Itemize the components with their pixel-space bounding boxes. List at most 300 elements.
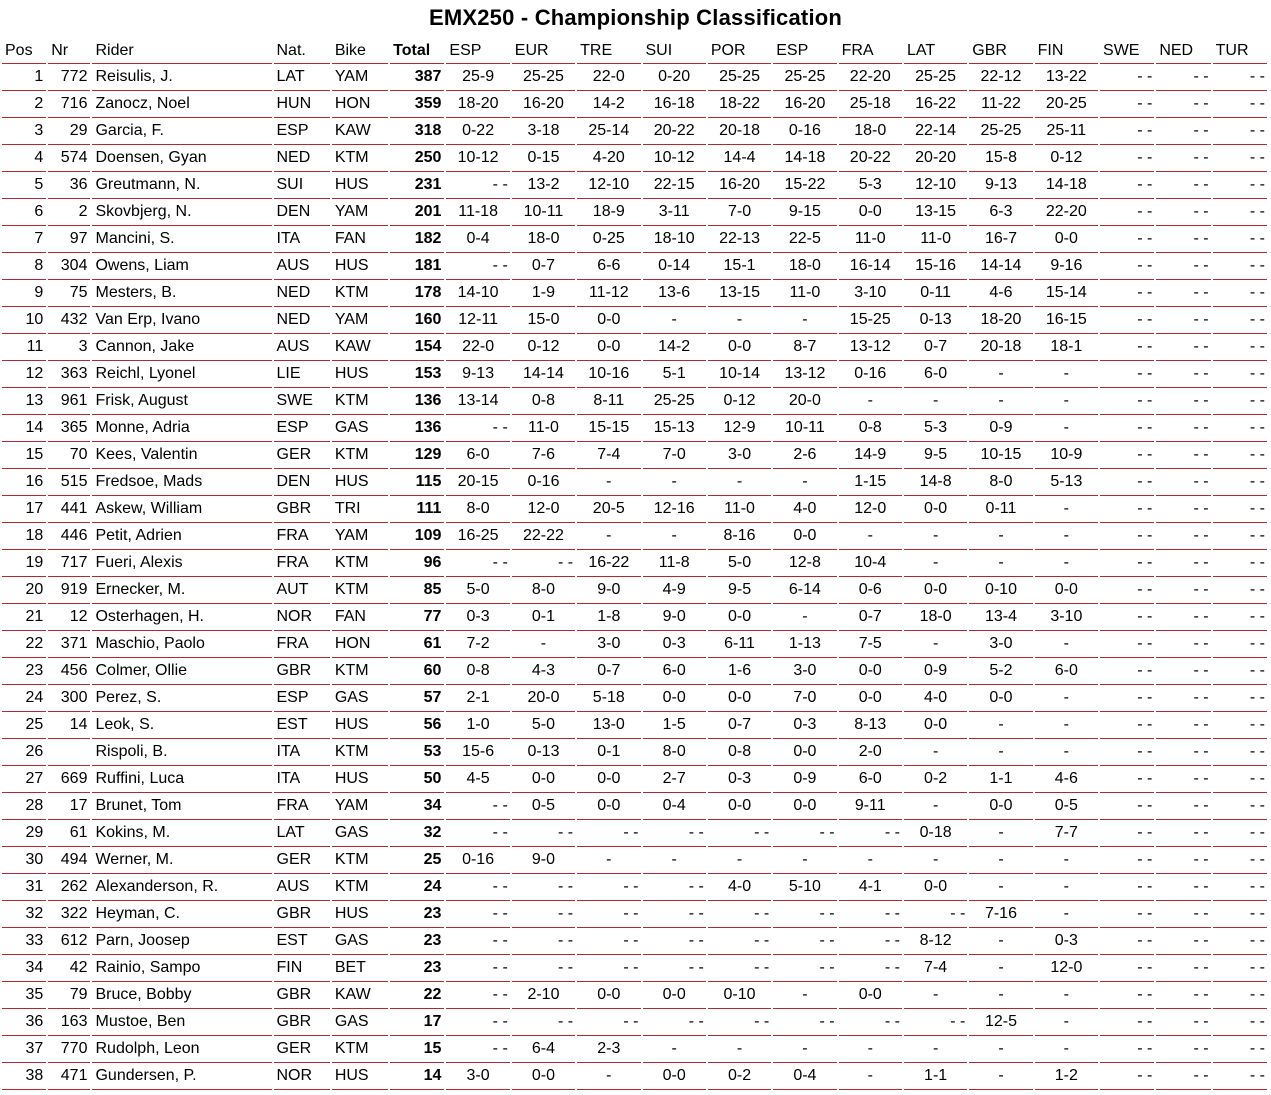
table-row xyxy=(2,415,1267,442)
cell-nr: 29 xyxy=(48,118,90,145)
cell-round-sui: 1-5 xyxy=(643,712,706,739)
cell-rider: Rainio, Sampo xyxy=(92,955,271,982)
cell-round-tre: 7-4 xyxy=(577,442,640,469)
cell-nr: 304 xyxy=(48,253,90,280)
cell-total: 23 xyxy=(390,928,444,955)
cell-round-swe: - - xyxy=(1100,604,1154,631)
cell-rider: Maschio, Paolo xyxy=(92,631,271,658)
cell-round-sui: 0-20 xyxy=(643,64,706,91)
cell-round-eur: 15-0 xyxy=(512,307,575,334)
cell-round-eur: 0-0 xyxy=(512,1063,575,1090)
cell-round-por: 15-1 xyxy=(708,253,771,280)
cell-round-lat: 1-1 xyxy=(904,1063,967,1090)
table-row xyxy=(2,928,1267,955)
table-row xyxy=(2,388,1267,415)
cell-round-esp: 0-16 xyxy=(446,847,509,874)
cell-rider: Rispoli, B. xyxy=(92,739,271,766)
cell-round-tre: 20-5 xyxy=(577,496,640,523)
cell-nr: 961 xyxy=(48,388,90,415)
cell-round-esp: 25-9 xyxy=(446,64,509,91)
cell-round-lat: 6-0 xyxy=(904,361,967,388)
cell-round-esp: 16-25 xyxy=(446,523,509,550)
cell-round-ned: - - xyxy=(1156,388,1210,415)
cell-round-eur: 6-4 xyxy=(512,1036,575,1063)
cell-round-fra: - xyxy=(839,1063,902,1090)
cell-round-ned: - - xyxy=(1156,874,1210,901)
cell-nr: 12 xyxy=(48,604,90,631)
cell-round-gbr: - xyxy=(969,874,1032,901)
cell-round-gbr: 0-10 xyxy=(969,577,1032,604)
cell-round-ned: - - xyxy=(1156,901,1210,928)
cell-round-tre: 10-16 xyxy=(577,361,640,388)
cell-nr: 36 xyxy=(48,172,90,199)
cell-rider: Zanocz, Noel xyxy=(92,91,271,118)
cell-nr: 3 xyxy=(48,334,90,361)
cell-total: 109 xyxy=(390,523,444,550)
cell-round-eur: - - xyxy=(512,901,575,928)
cell-round-esp-2: 16-20 xyxy=(773,91,836,118)
cell-round-tre: 0-0 xyxy=(577,793,640,820)
cell-round-tur: - - xyxy=(1213,1009,1267,1036)
cell-round-esp-2: 7-0 xyxy=(773,685,836,712)
cell-round-tur: - - xyxy=(1213,712,1267,739)
cell-round-sui: 3-11 xyxy=(643,199,706,226)
cell-nat: NED xyxy=(274,145,330,172)
cell-round-tre: - xyxy=(577,1063,640,1090)
cell-round-esp-2: 1-13 xyxy=(773,631,836,658)
cell-round-esp-2: 22-5 xyxy=(773,226,836,253)
cell-bike: HUS xyxy=(332,253,388,280)
cell-round-gbr: - xyxy=(969,550,1032,577)
cell-round-fin: - xyxy=(1035,523,1098,550)
cell-round-eur: 9-0 xyxy=(512,847,575,874)
cell-round-eur: 0-0 xyxy=(512,766,575,793)
cell-round-fra: 22-20 xyxy=(839,64,902,91)
cell-total: 61 xyxy=(390,631,444,658)
header-round-fin: FIN xyxy=(1035,38,1098,64)
cell-round-sui: - - xyxy=(643,1009,706,1036)
cell-round-tur: - - xyxy=(1213,307,1267,334)
cell-round-ned: - - xyxy=(1156,1009,1210,1036)
cell-rider: Garcia, F. xyxy=(92,118,271,145)
cell-round-fin: 3-10 xyxy=(1035,604,1098,631)
cell-round-esp-2: 0-3 xyxy=(773,712,836,739)
cell-round-ned: - - xyxy=(1156,91,1210,118)
cell-round-fra: 0-8 xyxy=(839,415,902,442)
cell-round-fin: - xyxy=(1035,847,1098,874)
cell-round-lat: 4-0 xyxy=(904,685,967,712)
table-row xyxy=(2,874,1267,901)
cell-round-swe: - - xyxy=(1100,928,1154,955)
cell-round-ned: - - xyxy=(1156,793,1210,820)
cell-round-tre: 9-0 xyxy=(577,577,640,604)
cell-round-gbr: 20-18 xyxy=(969,334,1032,361)
cell-round-esp-2: - xyxy=(773,469,836,496)
cell-round-sui: 9-0 xyxy=(643,604,706,631)
cell-round-fra: - xyxy=(839,388,902,415)
cell-round-tre: - - xyxy=(577,820,640,847)
cell-round-fin: 5-13 xyxy=(1035,469,1098,496)
cell-round-esp: - - xyxy=(446,793,509,820)
cell-round-sui: - xyxy=(643,847,706,874)
cell-total: 96 xyxy=(390,550,444,577)
cell-round-fin: - xyxy=(1035,550,1098,577)
cell-round-tre: 0-0 xyxy=(577,766,640,793)
cell-nat: LAT xyxy=(274,820,330,847)
cell-round-fin: - xyxy=(1035,874,1098,901)
cell-round-por: - xyxy=(708,847,771,874)
cell-round-lat: 0-11 xyxy=(904,280,967,307)
cell-round-fra: 4-1 xyxy=(839,874,902,901)
cell-round-gbr: - xyxy=(969,361,1032,388)
cell-round-swe: - - xyxy=(1100,631,1154,658)
cell-rider: Reichl, Lyonel xyxy=(92,361,271,388)
cell-round-eur: 0-13 xyxy=(512,739,575,766)
cell-bike: KTM xyxy=(332,658,388,685)
cell-round-sui: 0-3 xyxy=(643,631,706,658)
cell-round-ned: - - xyxy=(1156,415,1210,442)
cell-nr: 42 xyxy=(48,955,90,982)
cell-nat: ITA xyxy=(274,739,330,766)
cell-round-ned: - - xyxy=(1156,442,1210,469)
cell-round-eur: 0-5 xyxy=(512,793,575,820)
cell-total: 23 xyxy=(390,901,444,928)
cell-round-fin: - xyxy=(1035,361,1098,388)
cell-round-esp: 4-5 xyxy=(446,766,509,793)
table-row xyxy=(2,118,1267,145)
cell-round-esp: 20-15 xyxy=(446,469,509,496)
cell-round-tur: - - xyxy=(1213,496,1267,523)
cell-pos: 1 xyxy=(2,64,46,91)
cell-round-tur: - - xyxy=(1213,172,1267,199)
cell-round-fin: - xyxy=(1035,496,1098,523)
cell-round-tur: - - xyxy=(1213,91,1267,118)
cell-round-tre: 0-25 xyxy=(577,226,640,253)
cell-round-gbr: 25-25 xyxy=(969,118,1032,145)
cell-rider: Perez, S. xyxy=(92,685,271,712)
cell-bike: KTM xyxy=(332,145,388,172)
cell-round-fra: - - xyxy=(839,901,902,928)
cell-nat: AUT xyxy=(274,577,330,604)
cell-round-fin: 7-7 xyxy=(1035,820,1098,847)
cell-round-ned: - - xyxy=(1156,631,1210,658)
cell-round-tre: 0-0 xyxy=(577,982,640,1009)
cell-round-fin: - xyxy=(1035,739,1098,766)
cell-round-esp-2: 0-0 xyxy=(773,523,836,550)
cell-round-sui: 20-22 xyxy=(643,118,706,145)
cell-bike: YAM xyxy=(332,199,388,226)
cell-nr: 471 xyxy=(48,1063,90,1090)
cell-round-eur: 5-0 xyxy=(512,712,575,739)
cell-round-swe: - - xyxy=(1100,820,1154,847)
cell-round-eur: 25-25 xyxy=(512,64,575,91)
cell-round-esp-2: 0-0 xyxy=(773,739,836,766)
cell-nat: AUS xyxy=(274,253,330,280)
cell-round-eur: - - xyxy=(512,955,575,982)
cell-round-sui: 15-13 xyxy=(643,415,706,442)
table-row xyxy=(2,793,1267,820)
cell-round-por: 20-18 xyxy=(708,118,771,145)
cell-round-fin: 9-16 xyxy=(1035,253,1098,280)
cell-round-fra: 0-16 xyxy=(839,361,902,388)
cell-nr: 716 xyxy=(48,91,90,118)
cell-round-tur: - - xyxy=(1213,955,1267,982)
cell-rider: Askew, William xyxy=(92,496,271,523)
cell-round-fin: 15-14 xyxy=(1035,280,1098,307)
cell-round-ned: - - xyxy=(1156,118,1210,145)
header-nat: Nat. xyxy=(274,38,330,64)
cell-round-ned: - - xyxy=(1156,496,1210,523)
cell-round-tre: 0-0 xyxy=(577,307,640,334)
cell-round-gbr: 6-3 xyxy=(969,199,1032,226)
cell-pos: 24 xyxy=(2,685,46,712)
cell-round-swe: - - xyxy=(1100,91,1154,118)
cell-total: 34 xyxy=(390,793,444,820)
cell-round-esp-2: - - xyxy=(773,955,836,982)
header-round-swe: SWE xyxy=(1100,38,1154,64)
cell-round-sui: 12-16 xyxy=(643,496,706,523)
cell-total: 182 xyxy=(390,226,444,253)
cell-round-gbr: 0-11 xyxy=(969,496,1032,523)
cell-round-tur: - - xyxy=(1213,631,1267,658)
header-row xyxy=(2,38,1267,64)
cell-round-esp-2: 5-10 xyxy=(773,874,836,901)
cell-round-tre: 18-9 xyxy=(577,199,640,226)
cell-round-por: 3-0 xyxy=(708,442,771,469)
cell-round-esp: - - xyxy=(446,928,509,955)
table-row xyxy=(2,469,1267,496)
cell-round-gbr: 12-5 xyxy=(969,1009,1032,1036)
cell-nat: FIN xyxy=(274,955,330,982)
cell-round-tur: - - xyxy=(1213,928,1267,955)
cell-round-esp: 12-11 xyxy=(446,307,509,334)
cell-round-lat: - xyxy=(904,847,967,874)
cell-nr: 262 xyxy=(48,874,90,901)
table-row xyxy=(2,253,1267,280)
cell-round-lat: - xyxy=(904,388,967,415)
cell-round-fin: - xyxy=(1035,415,1098,442)
cell-round-fra: - - xyxy=(839,928,902,955)
header-round-fra: FRA xyxy=(839,38,902,64)
cell-round-sui: 18-10 xyxy=(643,226,706,253)
cell-round-esp-2: - - xyxy=(773,820,836,847)
cell-total: 160 xyxy=(390,307,444,334)
cell-round-lat: 14-8 xyxy=(904,469,967,496)
cell-round-esp: - - xyxy=(446,820,509,847)
cell-bike: HUS xyxy=(332,712,388,739)
cell-round-fra: 6-0 xyxy=(839,766,902,793)
cell-nat: FRA xyxy=(274,793,330,820)
cell-pos: 2 xyxy=(2,91,46,118)
cell-round-tre: 25-14 xyxy=(577,118,640,145)
cell-round-lat: 0-18 xyxy=(904,820,967,847)
cell-round-gbr: 0-0 xyxy=(969,793,1032,820)
cell-round-fra: 13-12 xyxy=(839,334,902,361)
cell-bike: KTM xyxy=(332,874,388,901)
cell-bike: KTM xyxy=(332,1036,388,1063)
cell-round-lat: 5-3 xyxy=(904,415,967,442)
cell-round-esp-2: 12-8 xyxy=(773,550,836,577)
cell-bike: HON xyxy=(332,631,388,658)
cell-round-lat: - - xyxy=(904,901,967,928)
cell-nat: GBR xyxy=(274,901,330,928)
cell-nat: FRA xyxy=(274,523,330,550)
cell-round-fra: 25-18 xyxy=(839,91,902,118)
cell-nr: 919 xyxy=(48,577,90,604)
cell-nat: HUN xyxy=(274,91,330,118)
cell-round-por: 0-8 xyxy=(708,739,771,766)
cell-round-swe: - - xyxy=(1100,955,1154,982)
cell-round-gbr: - xyxy=(969,712,1032,739)
cell-pos: 26 xyxy=(2,739,46,766)
cell-round-esp-2: 0-4 xyxy=(773,1063,836,1090)
cell-round-ned: - - xyxy=(1156,577,1210,604)
cell-round-sui: 22-15 xyxy=(643,172,706,199)
cell-round-sui: 16-18 xyxy=(643,91,706,118)
cell-round-fra: 8-13 xyxy=(839,712,902,739)
cell-round-fin: 20-25 xyxy=(1035,91,1098,118)
cell-round-ned: - - xyxy=(1156,145,1210,172)
cell-round-sui: - - xyxy=(643,874,706,901)
cell-round-sui: 11-8 xyxy=(643,550,706,577)
cell-rider: Alexanderson, R. xyxy=(92,874,271,901)
cell-round-swe: - - xyxy=(1100,388,1154,415)
cell-round-swe: - - xyxy=(1100,1063,1154,1090)
cell-round-tur: - - xyxy=(1213,874,1267,901)
cell-round-tre: - xyxy=(577,847,640,874)
header-round-lat: LAT xyxy=(904,38,967,64)
cell-round-lat: 9-5 xyxy=(904,442,967,469)
cell-round-swe: - - xyxy=(1100,496,1154,523)
cell-round-esp: 11-18 xyxy=(446,199,509,226)
cell-round-fra: 2-0 xyxy=(839,739,902,766)
cell-round-eur: 0-15 xyxy=(512,145,575,172)
header-round-esp: ESP xyxy=(446,38,509,64)
cell-round-por: - - xyxy=(708,955,771,982)
cell-round-tur: - - xyxy=(1213,766,1267,793)
cell-rider: Mustoe, Ben xyxy=(92,1009,271,1036)
cell-round-tur: - - xyxy=(1213,982,1267,1009)
cell-round-por: 11-0 xyxy=(708,496,771,523)
cell-nr: 70 xyxy=(48,442,90,469)
cell-round-lat: 18-0 xyxy=(904,604,967,631)
cell-round-tur: - - xyxy=(1213,145,1267,172)
cell-round-eur: 18-0 xyxy=(512,226,575,253)
cell-rider: Mesters, B. xyxy=(92,280,271,307)
table-row xyxy=(2,523,1267,550)
cell-nat: GER xyxy=(274,1036,330,1063)
cell-round-fin: 13-22 xyxy=(1035,64,1098,91)
cell-round-tur: - - xyxy=(1213,1063,1267,1090)
cell-nr: 61 xyxy=(48,820,90,847)
cell-round-tre: 4-20 xyxy=(577,145,640,172)
table-row xyxy=(2,280,1267,307)
cell-round-esp: 2-1 xyxy=(446,685,509,712)
cell-round-eur: 8-0 xyxy=(512,577,575,604)
cell-round-lat: - xyxy=(904,1036,967,1063)
cell-bike: KTM xyxy=(332,550,388,577)
cell-round-esp: 14-10 xyxy=(446,280,509,307)
cell-round-sui: - xyxy=(643,523,706,550)
cell-pos: 6 xyxy=(2,199,46,226)
cell-round-ned: - - xyxy=(1156,928,1210,955)
cell-round-swe: - - xyxy=(1100,307,1154,334)
cell-round-fin: 22-20 xyxy=(1035,199,1098,226)
cell-bike: YAM xyxy=(332,307,388,334)
table-row xyxy=(2,442,1267,469)
cell-round-tur: - - xyxy=(1213,577,1267,604)
header-round-gbr: GBR xyxy=(969,38,1032,64)
cell-round-ned: - - xyxy=(1156,172,1210,199)
header-nr: Nr xyxy=(48,38,90,64)
cell-total: 60 xyxy=(390,658,444,685)
cell-nat: ITA xyxy=(274,226,330,253)
cell-round-lat: 12-10 xyxy=(904,172,967,199)
cell-round-lat: 0-0 xyxy=(904,712,967,739)
cell-bike: TRI xyxy=(332,496,388,523)
cell-round-tre: - xyxy=(577,523,640,550)
cell-round-lat: 25-25 xyxy=(904,64,967,91)
cell-rider: Greutmann, N. xyxy=(92,172,271,199)
cell-rider: Rudolph, Leon xyxy=(92,1036,271,1063)
cell-round-fin: - xyxy=(1035,982,1098,1009)
table-row xyxy=(2,631,1267,658)
cell-round-por: 10-14 xyxy=(708,361,771,388)
cell-round-sui: 4-9 xyxy=(643,577,706,604)
cell-pos: 5 xyxy=(2,172,46,199)
cell-round-esp-2: - xyxy=(773,307,836,334)
cell-pos: 15 xyxy=(2,442,46,469)
cell-rider: Werner, M. xyxy=(92,847,271,874)
cell-round-fra: 0-0 xyxy=(839,982,902,1009)
cell-round-fin: - xyxy=(1035,901,1098,928)
cell-round-esp: - - xyxy=(446,550,509,577)
cell-round-esp: - - xyxy=(446,901,509,928)
cell-round-fra: 14-9 xyxy=(839,442,902,469)
cell-bike: KAW xyxy=(332,982,388,1009)
cell-round-esp-2: 2-6 xyxy=(773,442,836,469)
cell-pos: 16 xyxy=(2,469,46,496)
cell-round-esp: - - xyxy=(446,955,509,982)
cell-round-sui: 8-0 xyxy=(643,739,706,766)
cell-round-lat: 0-7 xyxy=(904,334,967,361)
cell-round-ned: - - xyxy=(1156,334,1210,361)
cell-round-esp-2: - xyxy=(773,847,836,874)
cell-round-esp-2: 0-0 xyxy=(773,793,836,820)
cell-round-por: 0-0 xyxy=(708,604,771,631)
cell-round-lat: 16-22 xyxy=(904,91,967,118)
cell-round-esp-2: 13-12 xyxy=(773,361,836,388)
cell-nr: 446 xyxy=(48,523,90,550)
cell-total: 23 xyxy=(390,955,444,982)
cell-round-fin: 12-0 xyxy=(1035,955,1098,982)
cell-round-gbr: 0-9 xyxy=(969,415,1032,442)
cell-nr: 322 xyxy=(48,901,90,928)
cell-round-swe: - - xyxy=(1100,118,1154,145)
cell-round-eur: 3-18 xyxy=(512,118,575,145)
cell-round-sui: - xyxy=(643,1036,706,1063)
cell-round-gbr: - xyxy=(969,523,1032,550)
cell-round-sui: - xyxy=(643,307,706,334)
cell-round-fra: 18-0 xyxy=(839,118,902,145)
cell-nat: NOR xyxy=(274,604,330,631)
cell-nr: 163 xyxy=(48,1009,90,1036)
cell-nr: 14 xyxy=(48,712,90,739)
cell-round-sui: - - xyxy=(643,820,706,847)
cell-total: 201 xyxy=(390,199,444,226)
table-row xyxy=(2,955,1267,982)
cell-pos: 38 xyxy=(2,1063,46,1090)
